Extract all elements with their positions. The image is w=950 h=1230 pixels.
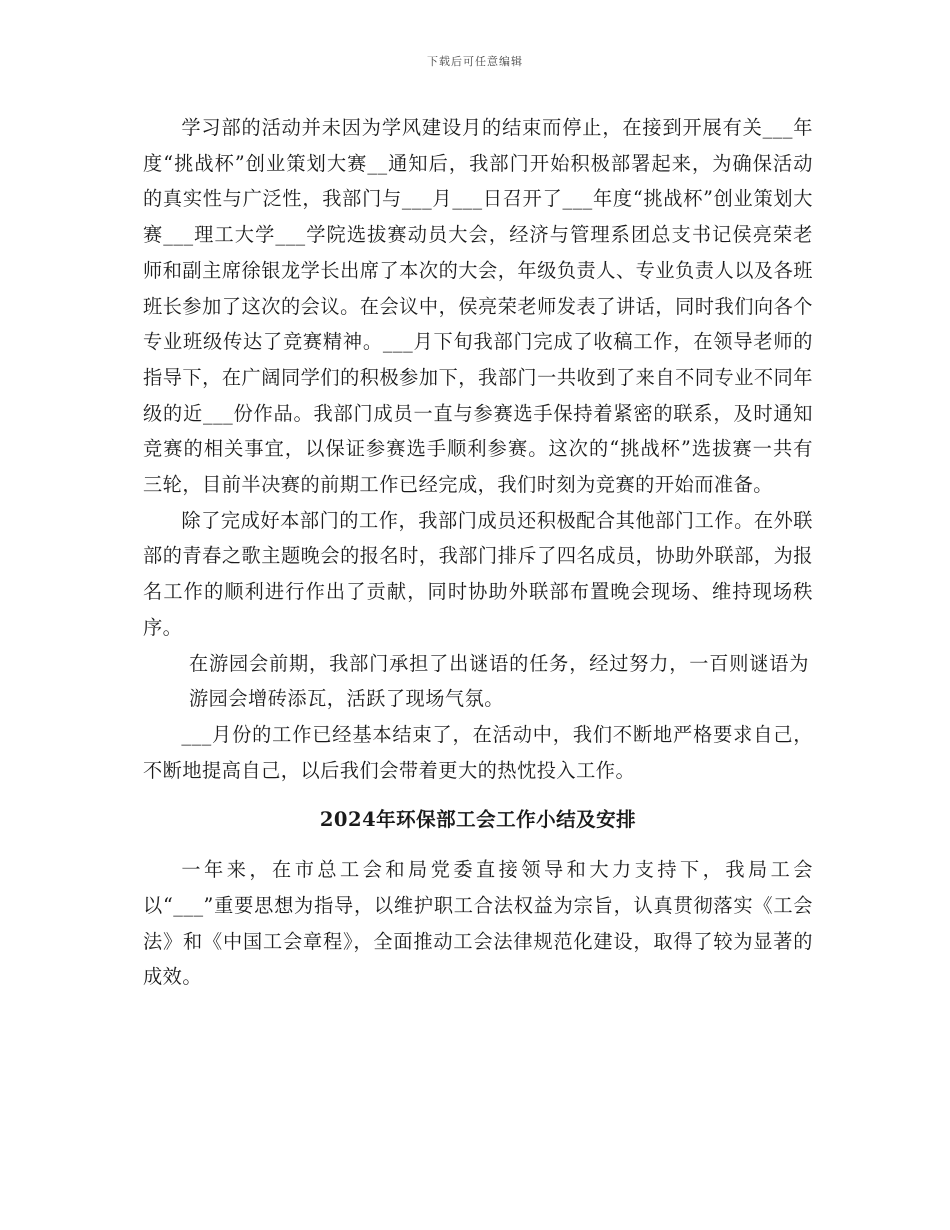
paragraph-1: 学习部的活动并未因为学风建设月的结束而停止，在接到开展有关___年度“挑战杯”创业策划大赛__通知后，我部门开始积极部署起来，为确保活动的真实性与广泛性，我部门与___月___日召开了___年度“挑战杯”创业策划大赛___理工大学___学院选拔赛动员大会，经济与管理系团总支书记侯亮荣老师和副主席徐银龙学长出席了本次的大会，年级负责人、专业负责人以及各班班长参加了这次的会议。在会议中，侯亮荣老师发表了讲话，同时我们向各个专业班级传达了竞赛精神。___月下旬我部门完成了收稿工作，在领导老师的指导下，在广阔同学们的积极参加下，我部门一共收到了来自不同专业不同年级的近___份作品。我部门成员一直与参赛选手保持着紧密的联系，及时通知竞赛的相关事宜，以保证参赛选手顺利参赛。这次的“挑战杯”选拔赛一共有三轮，目前半决赛的前期工作已经完成，我们时刻为竞赛的开始而准备。: [143, 116, 813, 497]
header-note: 下载后可任意编辑: [427, 55, 523, 68]
document-body: [143, 110, 813, 995]
paragraph-2: 除了完成好本部门的工作，我部门成员还积极配合其他部门工作。在外联部的青春之歌主题晚会的报名时，我部门排斥了四名成员，协助外联部，为报名工作的顺利进行作出了贡献，同时协助外联部布置晚会现场、维持现场秩序。: [143, 508, 813, 639]
paragraph-3: 在游园会前期，我部门承担了出谜语的任务，经过努力，一百则谜语为游园会增砖添瓦，活跃了现场气氛。: [189, 651, 809, 711]
paragraph-4: ___月份的工作已经基本结束了，在活动中，我们不断地严格要求自己，不断地提高自己，以后我们会带着更大的热忱投入工作。: [143, 722, 813, 782]
section-title: 2024年环保部工会工作小结及安排: [319, 808, 637, 832]
paragraph-5: 一年来，在市总工会和局党委直接领导和大力支持下，我局工会以“___”重要思想为指导，以维护职工合法权益为宗旨，认真贯彻落实《工会法》和《中国工会章程》，全面推动工会法律规范化建设，取得了较为显著的成效。: [143, 858, 813, 989]
